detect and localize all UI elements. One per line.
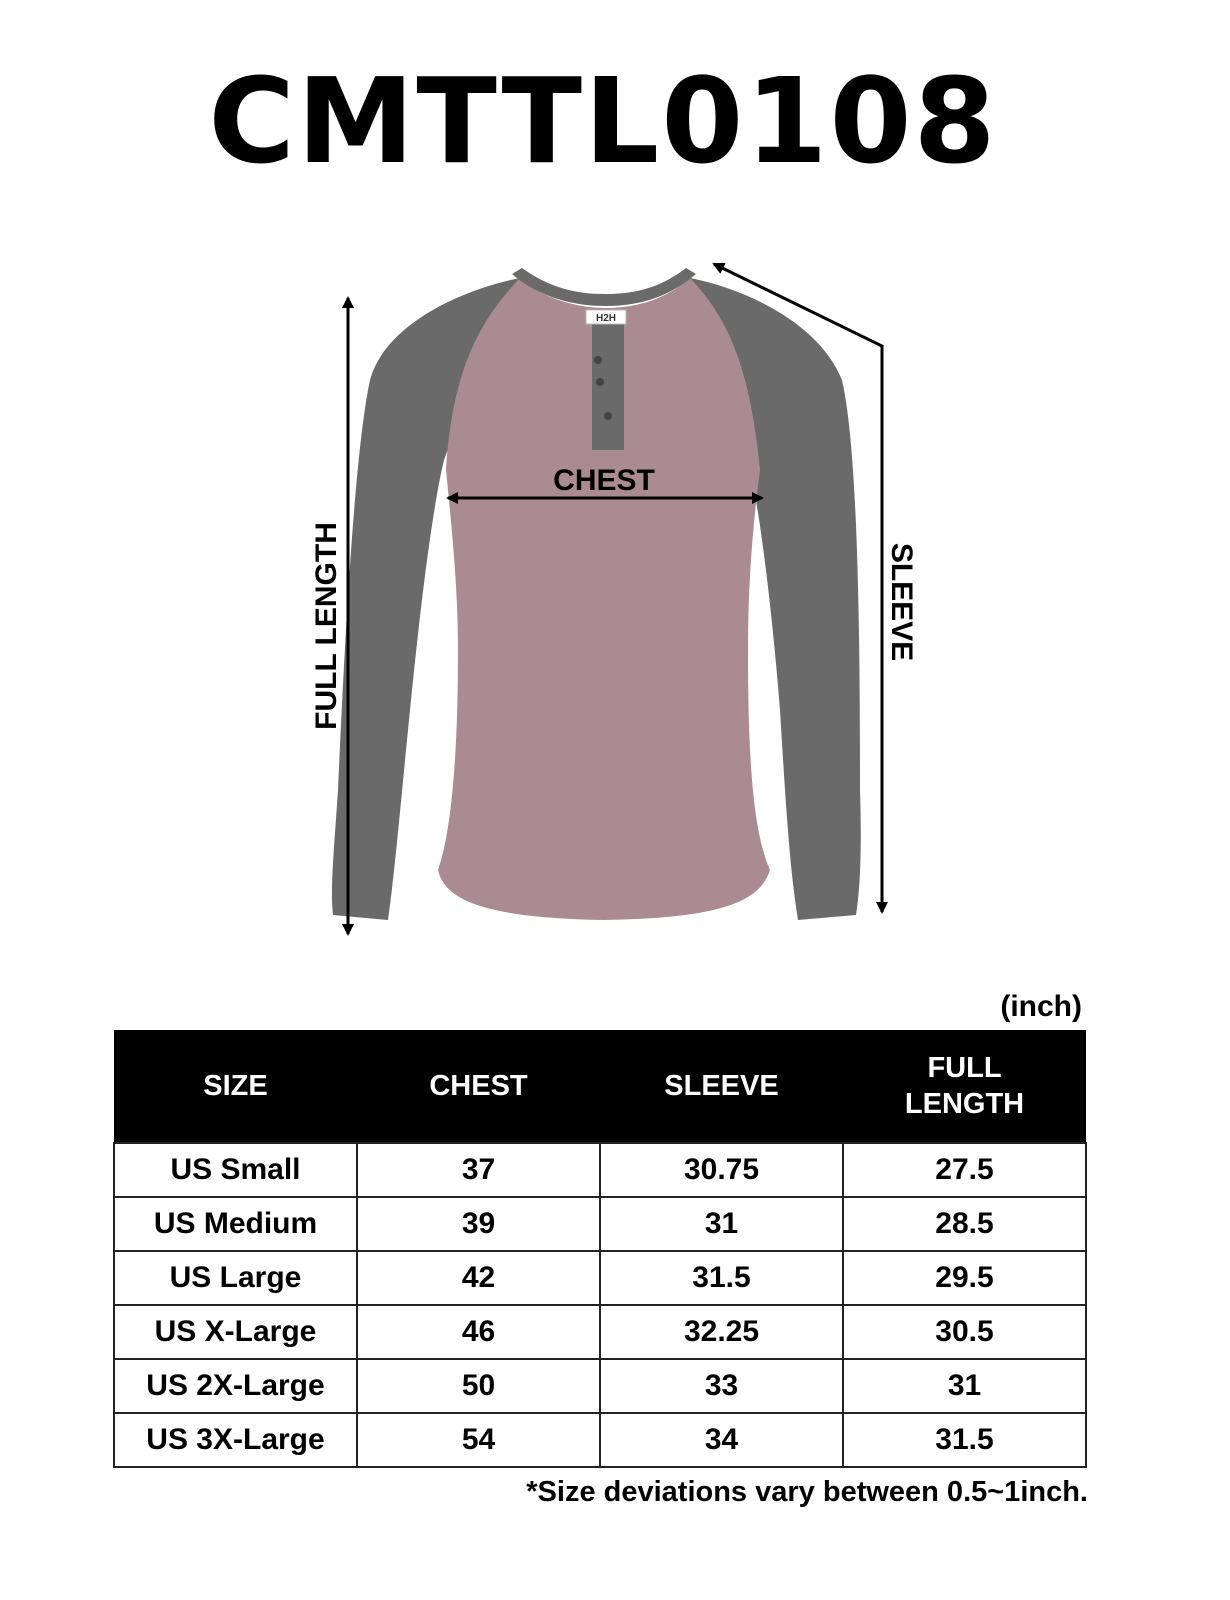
table-row [114,1359,1086,1413]
cell-sleeve: 31.5 [600,1251,843,1305]
full-length-label: FULL LENGTH [310,522,343,730]
cell-sleeve: 33 [600,1359,843,1413]
cell-sleeve: 34 [600,1413,843,1467]
cell-chest: 46 [357,1305,600,1359]
cell-size: US Small [114,1143,357,1197]
table-row [114,1251,1086,1305]
cell-size: US 3X-Large [114,1413,357,1467]
cell-size: US X-Large [114,1305,357,1359]
table-row [114,1197,1086,1251]
cell-sleeve: 31 [600,1197,843,1251]
header-size: SIZE [114,1030,357,1143]
cell-chest: 37 [357,1143,600,1197]
header-full-length-text: FULL LENGTH [904,1051,1025,1120]
size-deviation-note: *Size deviations vary between 0.5~1inch. [526,1476,1088,1508]
header-sleeve: SLEEVE [600,1030,843,1143]
table-row [114,1413,1086,1467]
cell-chest: 54 [357,1413,600,1467]
cell-size: US Large [114,1251,357,1305]
brand-tag-text: H2H [595,313,617,324]
button [604,412,612,420]
table-row [114,1305,1086,1359]
cell-sleeve: 32.25 [600,1305,843,1359]
cell-chest: 50 [357,1359,600,1413]
chest-label: CHEST [553,464,655,497]
header-chest: CHEST [357,1030,600,1143]
cell-full-length: 28.5 [843,1197,1086,1251]
placket [592,320,624,450]
cell-full-length: 31.5 [843,1413,1086,1467]
cell-full-length: 30.5 [843,1305,1086,1359]
cell-chest: 39 [357,1197,600,1251]
table-row [114,1143,1086,1197]
unit-label: (inch) [1000,990,1082,1023]
size-chart-table [113,1030,1087,1468]
cell-full-length: 27.5 [843,1143,1086,1197]
table-header-row [114,1030,1086,1143]
cell-full-length: 31 [843,1359,1086,1413]
header-full-length [843,1030,1086,1143]
button [596,378,604,386]
cell-size: US 2X-Large [114,1359,357,1413]
cell-sleeve: 30.75 [600,1143,843,1197]
cell-size: US Medium [114,1197,357,1251]
button [594,356,602,364]
product-code-title: CMTTL0108 [208,52,998,190]
sleeve-label: SLEEVE [885,542,918,662]
cell-full-length: 29.5 [843,1251,1086,1305]
shirt-measurement-diagram [0,230,1230,970]
cell-chest: 42 [357,1251,600,1305]
